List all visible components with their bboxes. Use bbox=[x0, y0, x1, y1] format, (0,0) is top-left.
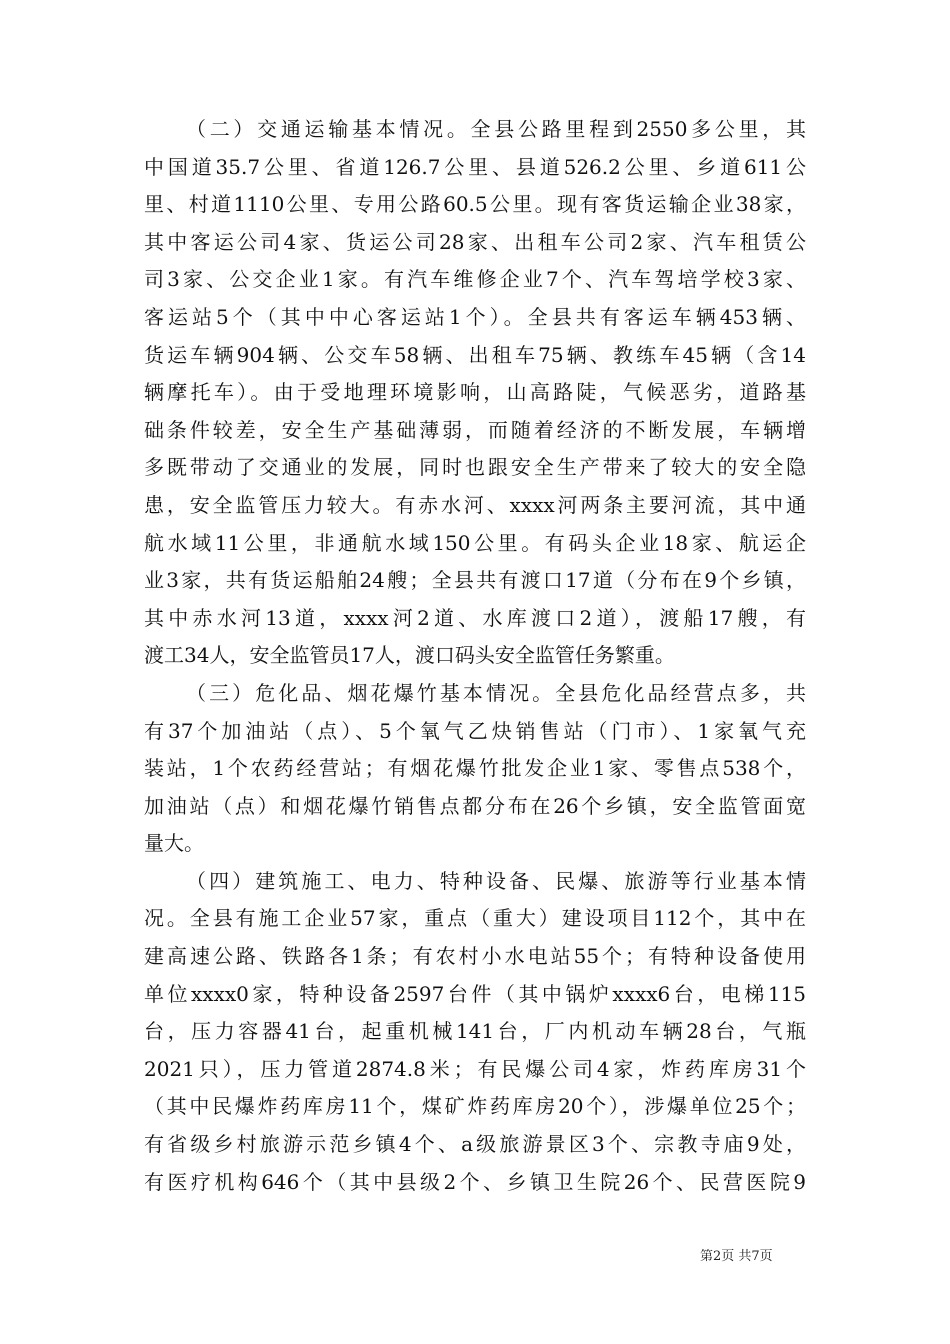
text-line: 台，压力容器41台，起重机械141台，厂内机动车辆28台，气瓶 bbox=[144, 1019, 806, 1044]
text-line: （三）危化品、烟花爆竹基本情况。全县危化品经营点多，共 bbox=[186, 680, 806, 705]
paragraph bbox=[144, 675, 806, 863]
text-line: 其中赤水河13道，xxxx河2道、水库渡口2道），渡船17艘，有 bbox=[144, 605, 806, 630]
text-line: 货运车辆904辆、公交车58辆、出租车75辆、教练车45辆（含14 bbox=[144, 342, 806, 367]
text-line: 渡工34人，安全监管员17人，渡口码头安全监管任务繁重。 bbox=[144, 643, 675, 668]
document-body bbox=[144, 111, 806, 1201]
text-line: 况。全县有施工企业57家，重点（重大）建设项目112个，其中在 bbox=[144, 906, 806, 931]
text-line: 础条件较差，安全生产基础薄弱，而随着经济的不断发展，车辆增 bbox=[144, 417, 806, 442]
text-line: 中国道35.7公里、省道126.7公里、县道526.2公里、乡道611公 bbox=[144, 154, 806, 179]
text-line: 量大。 bbox=[144, 831, 204, 856]
text-line: 客运站5个（其中中心客运站1个）。全县共有客运车辆453辆、 bbox=[144, 304, 806, 329]
text-line: 有37个加油站（点）、5个氧气乙炔销售站（门市）、1家氧气充 bbox=[144, 718, 806, 743]
page-number: 第2页 共7页 bbox=[700, 1249, 773, 1264]
text-line: 里、村道1110公里、专用公路60.5公里。现有客货运输企业38家， bbox=[144, 192, 806, 217]
text-line: 装站，1个农药经营站；有烟花爆竹批发企业1家、零售点538个， bbox=[144, 756, 806, 781]
text-line: 2021只），压力管道2874.8米；有民爆公司4家，炸药库房31个 bbox=[144, 1056, 806, 1081]
text-line: 加油站（点）和烟花爆竹销售点都分布在26个乡镇，安全监管面宽 bbox=[144, 793, 806, 818]
paragraph bbox=[144, 863, 806, 1201]
text-line: 患，安全监管压力较大。有赤水河、xxxx河两条主要河流，其中通 bbox=[144, 492, 806, 517]
text-line: 有省级乡村旅游示范乡镇4个、a级旅游景区3个、宗教寺庙9处， bbox=[144, 1132, 806, 1157]
paragraph bbox=[144, 111, 806, 675]
text-line: 业3家，共有货运船舶24艘；全县共有渡口17道（分布在9个乡镇， bbox=[144, 568, 806, 593]
text-line: 司3家、公交企业1家。有汽车维修企业7个、汽车驾培学校3家、 bbox=[144, 267, 806, 292]
text-line: 辆摩托车）。由于受地理环境影响，山高路陡，气候恶劣，道路基 bbox=[144, 380, 806, 405]
text-line: 多既带动了交通业的发展，同时也跟安全生产带来了较大的安全隐 bbox=[144, 455, 806, 480]
text-line: （其中民爆炸药库房11个，煤矿炸药库房20个），涉爆单位25个； bbox=[144, 1094, 806, 1119]
text-line: （四）建筑施工、电力、特种设备、民爆、旅游等行业基本情 bbox=[186, 868, 806, 893]
text-line: 航水域11公里，非通航水域150公里。有码头企业18家、航运企 bbox=[144, 530, 806, 555]
text-line: 有医疗机构646个（其中县级2个、乡镇卫生院26个、民营医院9 bbox=[144, 1169, 806, 1194]
text-line: 其中客运公司4家、货运公司28家、出租车公司2家、汽车租赁公 bbox=[144, 229, 806, 254]
text-line: （二）交通运输基本情况。全县公路里程到2550多公里，其 bbox=[186, 117, 806, 141]
text-line: 建高速公路、铁路各1条；有农村小水电站55个；有特种设备使用 bbox=[144, 944, 806, 969]
text-line: 单位xxxx0家，特种设备2597台件（其中锅炉xxxx6台，电梯115 bbox=[144, 981, 806, 1006]
